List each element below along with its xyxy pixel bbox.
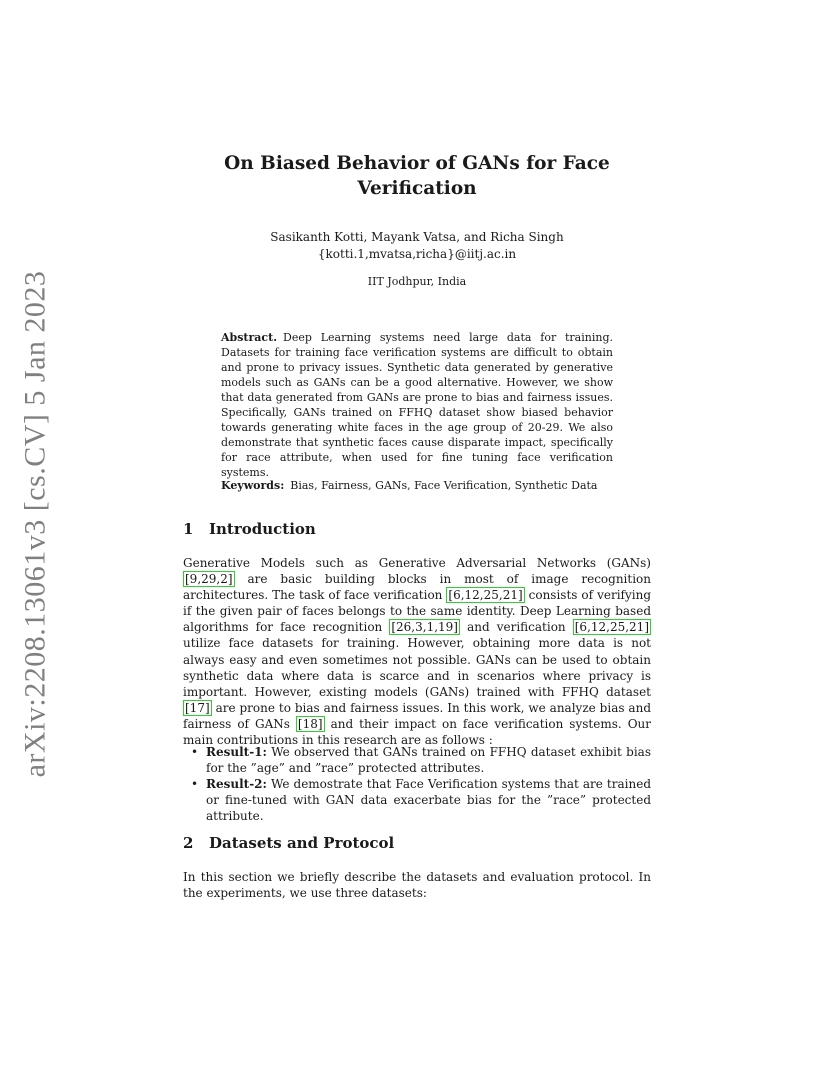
result-label: Result-2: <box>206 777 267 791</box>
intro-text: and their impact on face verification systems. Our main contributions in this research are as follows : <box>183 716 651 748</box>
abstract-text: Deep Learning systems need large data for training. Datasets for training face verification systems are difficult to obtain and prone to privacy issues. Synthetic data generated by generative models such as GANs can be a good alternative. However, we show that data generated from GANs are prone to bias and fairness issues. Specifically, GANs trained on FFHQ dataset show biased behavior towards generating white faces in the age group of 20-29. We also demonstrate that synthetic faces cause disparate impact, specifically for race attribute, when used for fine tuning face verification systems. <box>221 331 613 479</box>
citation-link[interactable]: [6,12,25,21] <box>448 588 523 603</box>
intro-text: are basic building blocks in most of image recognition architectures. The task of face verification <box>183 572 651 603</box>
intro-text: utilize face datasets for training. However, obtaining more data is not always easy and even sometimes not possible. GANs can be used to obtain synthetic data where data is scarce and in scenarios where privacy is important. However, existing models (GANs) trained with FFHQ dataset <box>183 636 651 699</box>
result-text: We demostrate that Face Verification systems that are trained or fine-tuned with GAN data exacerbate bias for the ”race” protected attribute. <box>206 777 651 823</box>
author-email: {kotti.1,mvatsa,richa}@iitj.ac.in <box>317 247 517 261</box>
section-heading-introduction <box>183 519 316 539</box>
bullet: • <box>191 745 199 759</box>
intro-text: Generative Models such as Generative Adversarial Networks (GANs) <box>183 556 651 570</box>
arxiv-identifier <box>10 270 60 777</box>
author-block <box>183 229 651 263</box>
keywords <box>221 478 613 493</box>
section-number: 1 <box>183 520 194 538</box>
list-item <box>183 744 651 776</box>
citation-link[interactable]: [26,3,1,19] <box>391 620 458 635</box>
section-heading-datasets <box>183 833 394 853</box>
abstract <box>221 330 613 480</box>
paper-title <box>183 151 651 201</box>
affiliation: IIT Jodhpur, India <box>367 275 467 288</box>
citation-link[interactable]: [6,12,25,21] <box>574 620 649 635</box>
citation-link[interactable]: [18] <box>297 716 323 731</box>
arxiv-identifier-text: arXiv:2208.13061v3 [cs.CV] 5 Jan 2023 <box>18 270 51 777</box>
keywords-label: Keywords: <box>221 479 285 492</box>
title-line-2: Verification <box>357 178 477 199</box>
datasets-paragraph: In this section we briefly describe the datasets and evaluation protocol. In the experiments, we use three datasets: <box>183 870 651 901</box>
abstract-label: Abstract. <box>221 331 278 344</box>
section-title: Datasets and Protocol <box>209 834 395 852</box>
list-item <box>183 776 651 824</box>
section-title: Introduction <box>209 520 316 538</box>
intro-text: are prone to bias and fairness issues. In this work, we analyze bias and fairness of GANs <box>183 700 651 731</box>
introduction-paragraph <box>183 555 651 748</box>
contributions-list <box>183 744 651 824</box>
author-names: Sasikanth Kotti, Mayank Vatsa, and Richa Singh <box>270 230 564 244</box>
citation-link[interactable]: [17] <box>185 700 210 715</box>
intro-text: and verification <box>459 620 573 635</box>
result-text: We observed that GANs trained on FFHQ dataset exhibit bias for the ”age” and ”race” protected attributes. <box>206 745 651 775</box>
citation-link[interactable]: [9,29,2] <box>185 572 233 587</box>
keywords-text: Bias, Fairness, GANs, Face Verification, Synthetic Data <box>290 479 598 492</box>
section-number: 2 <box>183 834 194 852</box>
result-label: Result-1: <box>206 745 267 759</box>
intro-text: consists of verifying if the given pair of faces belongs to the same identity. Deep Learning based algorithms for face recognition <box>183 588 652 635</box>
title-line-1: On Biased Behavior of GANs for Face <box>224 153 610 174</box>
bullet: • <box>191 777 199 791</box>
